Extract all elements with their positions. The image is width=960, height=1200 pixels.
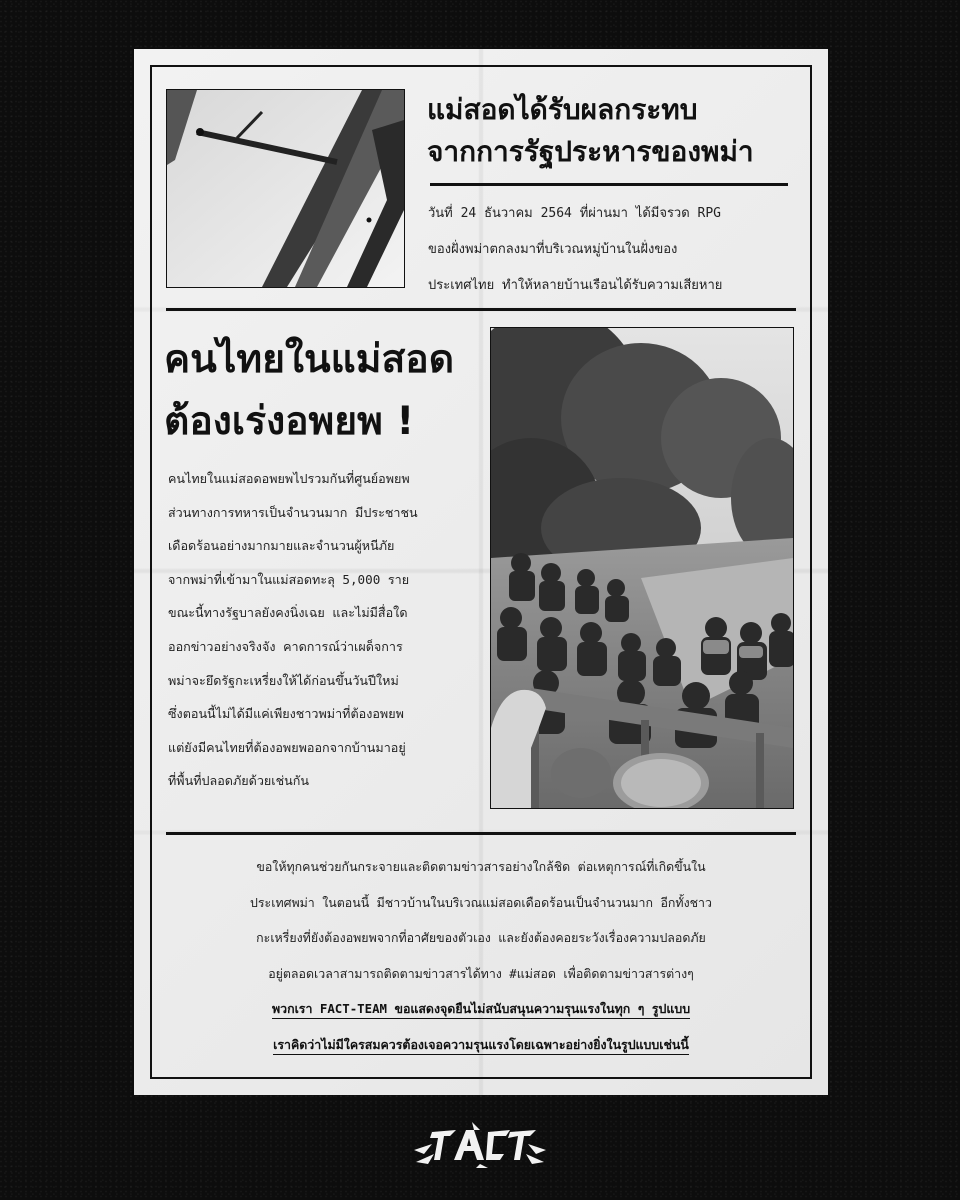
rocket-photo [166,89,405,288]
main-body-line: ออกข่าวอย่างจริงจัง คาดการณ์ว่าเผด็จการ [168,638,403,654]
main-story-body [168,462,418,798]
top-headline [427,89,797,173]
section-divider-bottom [166,832,796,835]
top-headline-line2: จากการรัฐประหารของพม่า [427,135,754,168]
top-headline-rule [430,183,788,186]
main-headline [164,329,504,453]
main-body-line: พม่าจะยึดรัฐกะเหรี่ยงให้ได้ก่อนขึ้นวันปีใหม่ [168,672,399,688]
footer-line: อยู่ตลอดเวลาสามารถติดตามข่าวสารได้ทาง #แม่สอด เพื่อติดตามข่าวสารต่างๆ [268,965,694,981]
main-body-line: ที่พื้นที่ปลอดภัยด้วยเช่นกัน [168,773,309,789]
main-body-line: จากพม่าที่เข้ามาในแม่สอดทะลุ 5,000 ราย [168,571,410,587]
fact-team-logo [414,1120,546,1170]
main-body-line: ขณะนี้ทางรัฐบาลยังคงนิ่งเฉย และไม่มีสื่อใด [168,605,408,621]
statement-text: เราคิดว่าไม่มีใครสมควรต้องเจอความรุนแรงโดยเฉพาะอย่างยิ่งในรูปแบบเช่นนี้ [273,1037,689,1055]
main-body-line: แต่ยังมีคนไทยที่ต้องอพยพออกจากบ้านมาอยู่ [168,739,406,755]
newspaper-page [134,49,828,1095]
statement-text: พวกเรา FACT-TEAM ขอแสดงจุดยืนไม่สนับสนุนความรุนแรงในทุก ๆ รูปแบบ [272,1001,690,1019]
statement-line [164,991,798,1027]
statement-line [164,1027,798,1063]
main-headline-line1: คนไทยในแม่สอด [164,337,455,382]
footer-line: ประเทศพม่า ในตอนนี้ มีชาวบ้านในบริเวณแม่สอดเดือดร้อนเป็นจำนวนมาก อีกทั้งชาว [250,894,712,910]
top-body-line: ของฝั่งพม่าตกลงมาที่บริเวณหมู่บ้านในฝั่งของ [428,242,678,257]
footer-line: ขอให้ทุกคนช่วยกันกระจายและติดตามข่าวสารอย่างใกล้ชิด ต่อเหตุการณ์ที่เกิดขึ้นใน [256,859,706,874]
evacuees-photo [490,327,794,809]
footer-line: กะเหรี่ยงที่ยังต้องอพยพจากที่อาศัยของตัวเอง และยังต้องคอยระวังเรื่องความปลอดภัย [256,930,706,945]
main-body-line: เดือดร้อนอย่างมากมายและจำนวนผู้หนีภัย [168,538,395,554]
footer-text [164,849,798,1062]
top-headline-line1: แม่สอดได้รับผลกระทบ [427,93,698,126]
main-body-line: ส่วนทางการทหารเป็นจำนวนมาก มีประชาชน [168,504,418,520]
top-body-line: ประเทศไทย ทำให้หลายบ้านเรือนได้รับความเสียหาย [428,278,723,293]
main-body-line: คนไทยในแม่สอดอพยพไปรวมกันที่ศูนย์อพยพ [168,471,410,486]
main-body-line: ซึ่งตอนนี้ไม่ได้มีแค่เพียงชาวพม่าที่ต้องอพยพ [168,706,404,722]
section-divider-top [166,308,796,311]
main-headline-line2: ต้องเร่งอพยพ ! [164,399,415,444]
top-body-line: วันที่ 24 ธันวาคม 2564 ที่ผ่านมา ได้มีจรวด RPG [428,206,721,221]
top-story-body [428,196,722,304]
